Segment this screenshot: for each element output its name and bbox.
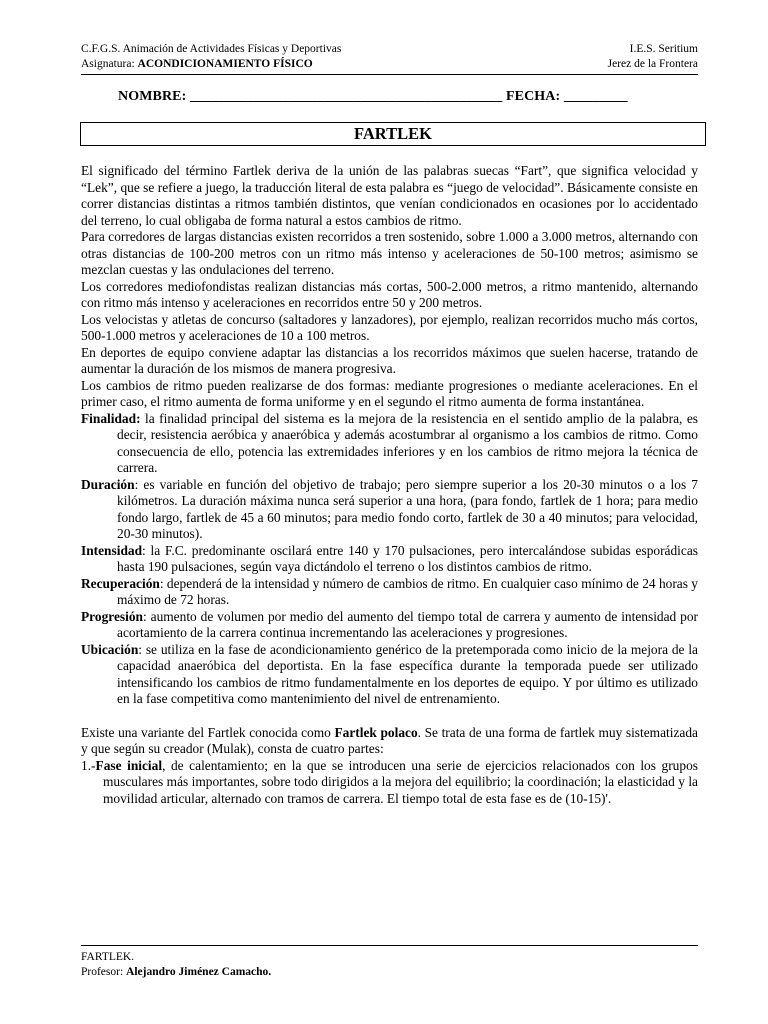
item-recuperacion [81, 576, 698, 609]
variant-text-after: . Se trata de una forma de fartlek muy sistematizada y que según su creador (Mulak), consta de cuatro partes: [81, 724, 698, 756]
item-label: Ubicación [81, 641, 139, 657]
phase-number: 1.- [81, 757, 96, 773]
paragraph-long-distance: Para corredores de largas distancias existen recorridos a tren sostenido, sobre 1.000 a 3.000 metros, alternando con otras distancias de 100-200 metros con un ritmo más intenso y aceleraciones de 50-100 metros; asimismo se mezclan cuestas y las ondulaciones del terreno. [81, 229, 698, 277]
item-label: Intensidad [81, 542, 143, 558]
name-field: ____________________________________________ [189, 89, 503, 104]
document-body [81, 163, 698, 807]
paragraph-rhythm-changes: Los cambios de ritmo pueden realizarse de dos formas: mediante progresiones o mediante aceleraciones. En el primer caso, el ritmo aumenta de forma uniforme y en el segundo el ritmo aumenta de forma instantánea. [81, 377, 698, 409]
item-text: la finalidad principal del sistema es la mejora de la resistencia en el sentido amplio de la palabra, es decir, resistencia aeróbica y anaeróbica y además acostumbrar al organismo a los cambios de ritmo. Como consecuencia de ello, potencia las extremidades inferiores y en los cambios de ritmo mejora la técnica de carrera. [117, 410, 698, 475]
item-intensidad [81, 543, 698, 576]
spacer [81, 708, 698, 725]
page-header [81, 42, 698, 72]
course-name: C.F.G.S. Animación de Actividades Físicas y Deportivas [81, 43, 342, 55]
item-text: : es variable en función del objetivo de trabajo; pero siempre superior a los 20-30 minutos o a los 7 kilómetros. La duración máxima nunca será superior a una hora, (para fondo, fartlek de 1 hora; para medio fondo largo, fartlek de 45 a 60 minutos; para medio fondo corto, fartlek de 30 a 40 minutos; para velocidad, 20-30 minutos). [117, 476, 698, 541]
item-label: Duración [81, 476, 135, 492]
phase-text: , de calentamiento; en la que se introducen una serie de ejercicios relacionados con los grupos musculares más importantes, sobre todo dirigidos a la mejora del equilibrio; la coordinación; la elasticidad y la movilidad articular, alternado con tramos de carrera. El tiempo total de esta fase es de (10-15)'. [103, 757, 698, 806]
item-label: Finalidad: [81, 410, 141, 426]
page-footer [81, 950, 271, 980]
school-name: I.E.S. Seritium [629, 43, 698, 55]
footer-title: FARTLEK. [81, 951, 135, 963]
item-duracion [81, 477, 698, 543]
subject-line [81, 57, 313, 72]
item-progresion [81, 609, 698, 642]
paragraph-team-sports: En deportes de equipo conviene adaptar las distancias a los recorridos máximos que suelen hacerse, tratando de aumentar la duración de los mismos de manera progresiva. [81, 344, 698, 376]
page-title: FARTLEK [80, 122, 706, 146]
item-text: : aumento de volumen por medio del aumento del tiempo total de carrera y aumento de intensidad por acortamiento de la carrera continua incrementando las aceleraciones y progresiones. [117, 608, 698, 640]
item-label: Recuperación [81, 575, 160, 591]
item-label: Progresión [81, 608, 143, 624]
footer-divider [81, 945, 698, 946]
footer-professor [81, 965, 271, 980]
item-text: : la F.C. predominante oscilará entre 140 y 170 pulsaciones, pero intercalándose subidas esporádicas hasta 190 pulsaciones, según vaya dictándolo el terreno o los distintos cambios de ritmo. [117, 542, 698, 574]
item-ubicacion [81, 642, 698, 708]
professor-label: Profesor: [81, 966, 127, 978]
paragraph-variant [81, 725, 698, 758]
phase-1-item [81, 758, 698, 808]
date-label: FECHA: [506, 89, 561, 104]
date-field: _________ [563, 89, 628, 104]
subject-label: Asignatura: [81, 58, 138, 70]
paragraph-intro: El significado del término Fartlek deriva de la unión de las palabras suecas “Fart”, que significa velocidad y “Lek”, que se refiere a juego, la traducción literal de esta palabra es “juego de velocidad”. Básicamente consiste en correr distancias distintas a ritmos también distintos, que venían condicionados en ocasiones por lo accidentado del terreno, lo cual obligaba de forma natural a estos cambios de ritmo. [81, 163, 698, 228]
school-city: Jerez de la Frontera [607, 58, 698, 70]
header-divider [81, 74, 698, 75]
variant-text-before: Existe una variante del Fartlek conocida como [81, 724, 335, 740]
item-text: : se utiliza en la fase de acondicionamiento genérico de la pretemporada como inicio de la mejora de la capacidad anaeróbica del deportista. En la fase específica durante la temporada puede ser utilizado intensificando los cambios de ritmo fundamentalmente en los deportes de equipo. Y por último es utilizado en la fase competitiva como mantenimiento del nivel de entrenamiento. [117, 641, 698, 706]
name-date-line [118, 89, 628, 105]
subject-value: ACONDICIONAMIENTO FÍSICO [137, 58, 313, 70]
paragraph-middle-distance: Los corredores mediofondistas realizan distancias más cortas, 500-2.000 metros, a ritmo mantenido, alternando con ritmo más intenso y aceleraciones en recorridos entre 50 y 200 metros. [81, 278, 698, 310]
variant-bold: Fartlek polaco [334, 724, 418, 740]
name-label: NOMBRE: [118, 89, 187, 104]
item-finalidad [81, 411, 698, 477]
professor-name: Alejandro Jiménez Camacho. [126, 966, 272, 978]
item-text: : dependerá de la intensidad y número de cambios de ritmo. En cualquier caso mínimo de 24 horas y máximo de 72 horas. [117, 575, 698, 607]
paragraph-sprinters: Los velocistas y atletas de concurso (saltadores y lanzadores), por ejemplo, realizan recorridos mucho más cortos, 500-1.000 metros y aceleraciones de 10 a 100 metros. [81, 311, 698, 343]
phase-label: Fase inicial [95, 757, 163, 773]
